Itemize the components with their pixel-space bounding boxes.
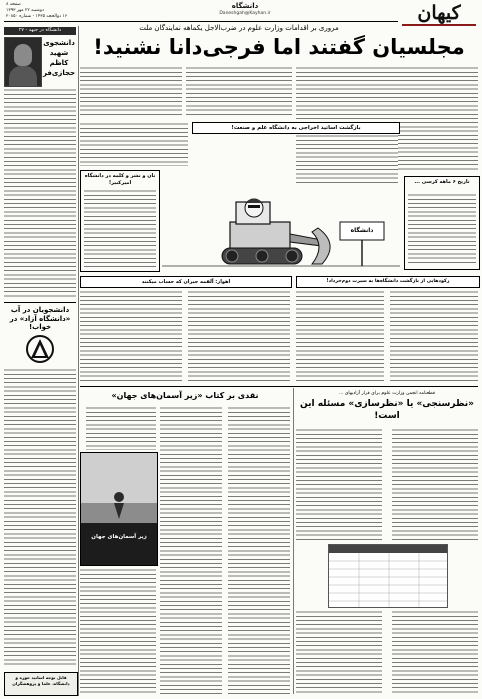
bottom-notice-box: [4, 672, 78, 696]
logo-underline: [402, 24, 476, 26]
cartoon-sign-label: دانشگاه: [350, 227, 374, 234]
section-title: دانشگاه: [231, 2, 259, 10]
ahvaz-box-title: اهواز: آلقمه جیران که حساب میکنند: [141, 279, 231, 285]
book-cover-title: زیر آسمان‌های جهان: [91, 534, 147, 540]
book-review-headline: نقدی بر کتاب «زیر آسمان‌های جهان»: [111, 391, 259, 400]
masthead-rule: [4, 21, 398, 22]
bottom-notice-text: قابل توجه اساتید حوزه و دانشگاه، علما و پژوهشگران: [12, 675, 70, 686]
left-side-box-title: نان و نشر و کلمه در دانشگاه امیرکبیر!: [84, 173, 156, 186]
page-number: صفحه ۸: [6, 2, 21, 7]
book-cover: [80, 452, 158, 566]
headline-kicker: مروری بر اقدامات وزارت علوم در ضرب‌الاجل یکماهه نمایندگان ملت: [139, 24, 339, 32]
martyr-name: دانشجوی شهید کاظم حجازی‌فر: [42, 39, 76, 77]
ahvaz-text-b: [188, 290, 290, 382]
recommendation-text-a: [296, 290, 384, 382]
azad-university-emblem: [25, 334, 55, 364]
bottom-text-c: [296, 610, 382, 694]
recommendation-box-title: رکودهایی از بازگشت دانشگاه‌ها به سیرت دوم‌خرداد!: [326, 279, 450, 284]
date-line: دوشنبه ۲۲ مهر ۱۳۹۳: [6, 8, 44, 13]
azad-university-headline: دانشجویان در آب «دانشگاه آزاد» در خواب!: [9, 306, 71, 331]
survey-table-image: [328, 544, 448, 608]
section-email: Daneshgah@Kayhan.ir: [219, 11, 271, 16]
recommendation-box: [296, 276, 480, 288]
ahvaz-box: [80, 276, 292, 288]
sidebar-rule: [4, 302, 76, 303]
column-divider: [293, 388, 294, 694]
main-headline: مجلسیان گفتند اما فرجی‌دانا نشنید!: [93, 35, 465, 59]
right-column-text: [404, 66, 478, 172]
professors-box: [192, 122, 400, 134]
bottom-text-a: [296, 428, 382, 540]
column-divider: [78, 26, 79, 696]
series-banner: دانشگاه در جبهه - ۲۷: [4, 27, 76, 35]
book-review-text-c: [80, 568, 156, 694]
martyr-photo: [4, 37, 42, 87]
issue-line: ۱۶ ذوالحجه ۱۴۳۵ - شماره ۲۰۸۵۰: [6, 14, 68, 19]
left-side-box: [80, 170, 160, 272]
cartoon-illustration: [162, 188, 400, 272]
book-review-text-a: [160, 406, 222, 694]
martyr-bio-text: [4, 88, 76, 298]
recommendation-text-b: [390, 290, 478, 382]
right-side-box-title: تاریخ ۶ ماهه کرسی ...: [414, 179, 470, 185]
kayhan-logo: کیهان: [417, 2, 461, 24]
professors-box-title: بازگشت اساتید اخراجی به دانشگاه علم و صنعت!: [231, 125, 361, 131]
book-review-text-b: [228, 406, 290, 694]
bottom-headline: «نظرسنجی» یا «نظرسازی» مسئله این است!: [300, 399, 474, 421]
column-text-a: [80, 122, 188, 166]
ahvaz-text-a: [80, 290, 182, 382]
column-text-b: [296, 134, 398, 184]
bottom-kicker: قطعنامه انجمن وزارت علوم برای قرار آزادیهای ...: [338, 391, 436, 396]
book-review-intro: [86, 406, 156, 450]
bottom-text-b: [392, 428, 478, 540]
bottom-text-d: [392, 610, 478, 694]
lower-rule: [80, 386, 478, 387]
lead-text-mid: [186, 66, 292, 118]
azad-university-text: [4, 368, 76, 668]
lead-text-left: [80, 66, 182, 118]
right-side-box: [404, 176, 480, 270]
